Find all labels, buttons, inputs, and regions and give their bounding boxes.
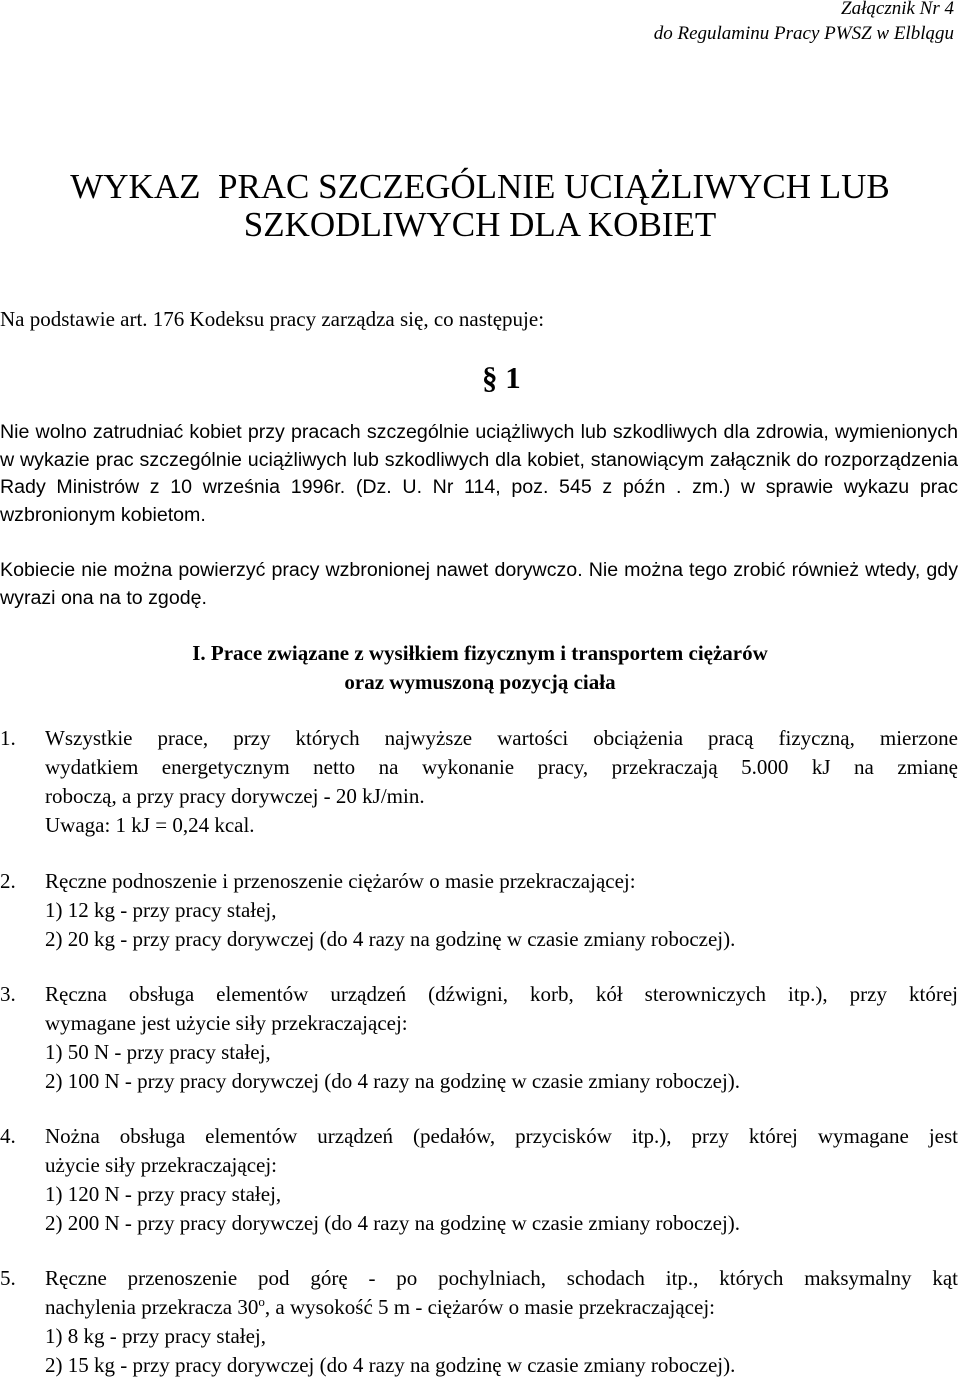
item-number: 2. <box>0 869 16 893</box>
item-number: 3. <box>0 982 16 1006</box>
section-heading-line-1: I. Prace związane z wysiłkiem fizycznym i transportem ciężarów <box>192 641 768 665</box>
item-line: użycie siły przekraczającej: <box>45 1153 278 1177</box>
section-heading-line-2: oraz wymuszoną pozycją ciała <box>344 670 616 694</box>
item-line: 2) 15 kg - przy pracy dorywczej (do 4 razy na godzinę w czasie zmiany roboczej). <box>45 1353 736 1377</box>
item-line: Ręczne podnoszenie i przenoszenie ciężarów o masie przekraczającej: <box>45 869 636 893</box>
item-number: 5. <box>0 1266 16 1290</box>
item-line: 1) 12 kg - przy pracy stałej, <box>45 898 277 922</box>
title-line-1: WYKAZ PRAC SZCZEGÓLNIE UCIĄŻLIWYCH LUB <box>70 167 890 206</box>
item-line: roboczą, a przy pracy dorywczej - 20 kJ/min. <box>45 784 425 808</box>
paragraph-mark: § 1 <box>482 360 521 395</box>
item-line: 2) 100 N - przy pracy dorywczej (do 4 razy na godzinę w czasie zmiany roboczej). <box>45 1069 741 1093</box>
attachment-header <box>654 0 954 46</box>
section-heading <box>0 639 960 697</box>
item-line <box>45 1293 958 1322</box>
item-line-text: , a wysokość 5 m - ciężarów o masie przekraczającej: <box>264 1295 715 1319</box>
title-line-2: SZKODLIWYCH DLA KOBIET <box>243 205 717 244</box>
item-line: 1) 8 kg - przy pracy stałej, <box>45 1324 267 1348</box>
item-line: 1) 50 N - przy pracy stałej, <box>45 1040 271 1064</box>
item-number: 4. <box>0 1124 16 1148</box>
list-item <box>0 1122 958 1238</box>
item-line: Nożna obsługa elementów urządzeń (pedałów, przycisków itp.), przy której wymagane jest <box>45 1124 958 1148</box>
item-line: 1) 120 N - przy pracy stałej, <box>45 1182 282 1206</box>
item-line: wydatkiem energetycznym netto na wykonanie pracy, przekraczają 5.000 kJ na zmianę <box>45 755 958 779</box>
item-line: Uwaga: 1 kJ = 0,24 kcal. <box>45 813 255 837</box>
item-line: Ręczne przenoszenie pod górę - po pochylniach, schodach itp., których maksymalny kąt <box>45 1266 958 1290</box>
list-item <box>0 724 958 840</box>
list-item <box>0 867 958 954</box>
attachment-number: Załącznik Nr 4 <box>841 0 954 19</box>
item-line: wymagane jest użycie siły przekraczającej: <box>45 1011 408 1035</box>
paragraph-2: Kobiecie nie można powierzyć pracy wzbronionej nawet dorywczo. Nie można tego zrobić również wtedy, gdy wyrazi ona na to zgodę. <box>0 559 958 609</box>
list-item <box>0 1264 958 1380</box>
degree-superscript: o <box>258 1294 265 1309</box>
intro-text: Na podstawie art. 176 Kodeksu pracy zarządza się, co następuje: <box>0 307 545 331</box>
item-line: Ręczna obsługa elementów urządzeń (dźwigni, korb, kół sterowniczych itp.), przy której <box>45 982 958 1006</box>
item-line-text: nachylenia przekracza 30 <box>45 1295 259 1319</box>
item-number: 1. <box>0 726 16 750</box>
list-item <box>0 980 958 1096</box>
document-title <box>0 168 960 244</box>
attachment-reference: do Regulaminu Pracy PWSZ w Elblągu <box>653 23 954 44</box>
item-line: Wszystkie prace, przy których najwyższe wartości obciążenia pracą fizyczną, mierzone <box>45 726 958 750</box>
item-line: 2) 200 N - przy pracy dorywczej (do 4 razy na godzinę w czasie zmiany roboczej). <box>45 1211 741 1235</box>
paragraph-1: Nie wolno zatrudniać kobiet przy pracach szczególnie uciążliwych lub szkodliwych dla zdrowia, wymienionych w wykazie prac szczególnie uciążliwych lub szkodliwych dla kobiet, stanowiącym załącznik do rozporządzenia Rady Ministrów z 10 września 1996r. (Dz. U. Nr 114, poz. 545 z późn . zm.) w sprawie wykazu prac wzbronionym kobietom. <box>0 421 958 526</box>
item-line: 2) 20 kg - przy pracy dorywczej (do 4 razy na godzinę w czasie zmiany roboczej). <box>45 927 736 951</box>
